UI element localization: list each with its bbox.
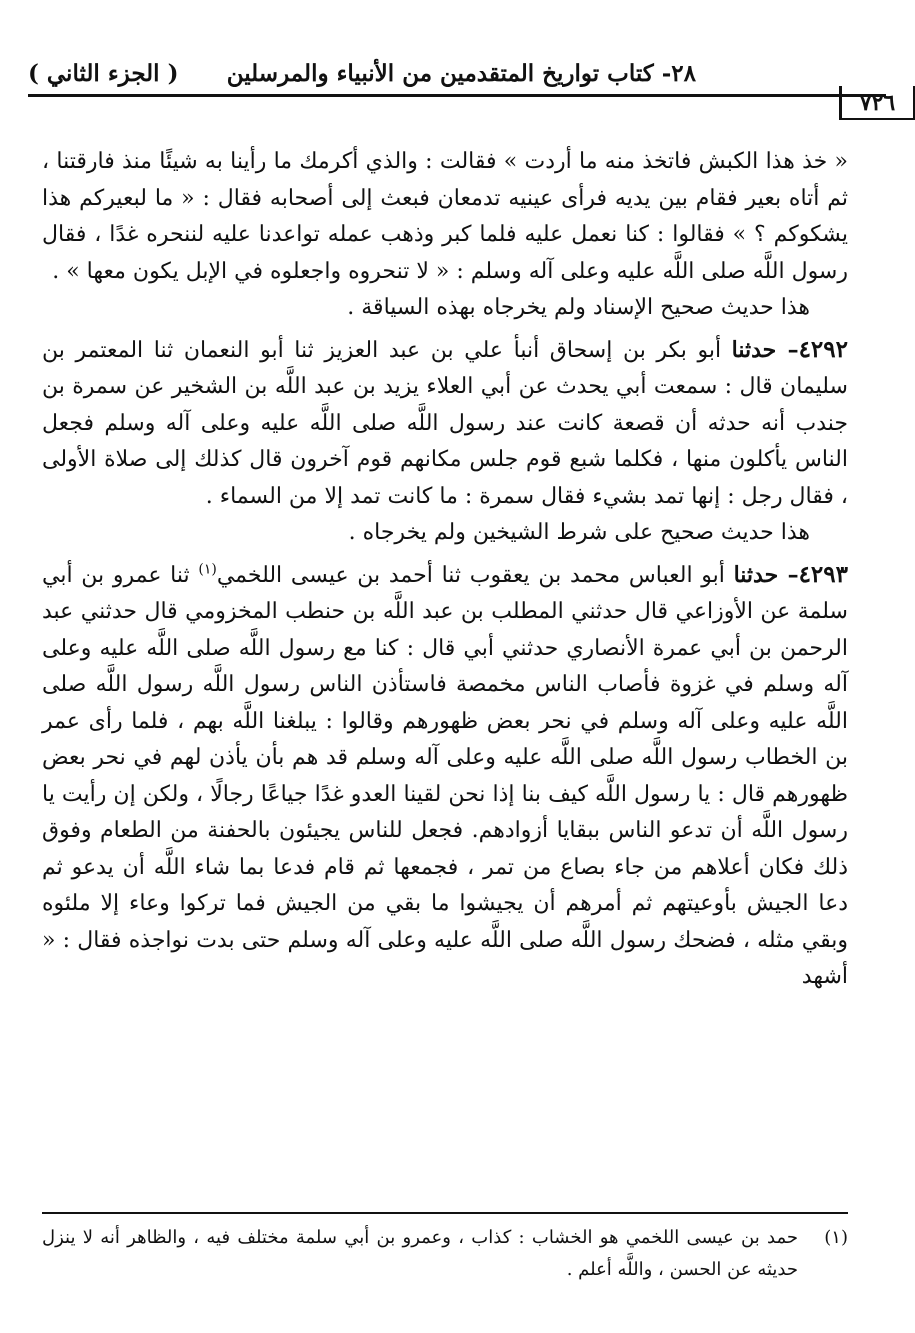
header-rule <box>28 94 886 97</box>
running-header <box>28 56 886 96</box>
footnote-reference[interactable]: (١) <box>198 561 217 578</box>
main-text <box>42 144 848 996</box>
footnotes <box>42 1222 848 1286</box>
hadith-text: أبو العباس محمد بن يعقوب ثنا أحمد بن عيسى اللخمي <box>216 562 734 588</box>
hadith-lead: – حدثنا <box>731 336 799 363</box>
hadith-4292 <box>42 332 848 516</box>
running-title: ٢٨- كتاب تواريخ المتقدمين من الأنبياء والمرسلين <box>226 60 696 87</box>
footnote-rule <box>42 1212 848 1214</box>
hadith-lead: – حدثنا <box>733 561 799 588</box>
volume-label: ( الجزء الثاني ) <box>28 60 179 87</box>
grading-note: هذا حديث صحيح على شرط الشيخين ولم يخرجاه . <box>348 520 810 545</box>
hadith-number: ٤٢٩٣ <box>798 560 848 588</box>
hadith-4293 <box>42 557 848 996</box>
hadith-text: أبو بكر بن إسحاق أنبأ علي بن عبد العزيز ثنا أبو النعمان ثنا المعتمر بن سليمان قال : سمعت أبي يحدث عن أبي العلاء يزيد بن عبد اللَّه بن الشخير عن سمرة بن جندب أنه حدثه أن قصعة كانت عند رسول اللَّه صلى اللَّه عليه وعلى آله وسلم فجعل الناس يأكلون منها ، فكلما شبع قوم جلس مكانهم قوم آخرون قال كذلك إلى صلاة الأولى ، فقال رجل : إنها تمد بشيء فقال سمرة : ما كانت تمد إلا من السماء . <box>42 337 848 509</box>
hadith-text: ثنا عمرو بن أبي سلمة عن الأوزاعي قال حدثني المطلب بن عبد اللَّه بن حنطب المخزومي قال حدثني عبد الرحمن بن أبي عمرة الأنصاري حدثني أبي قال : كنا مع رسول اللَّه صلى اللَّه عليه وعلى آله وسلم في غزوة فأصاب الناس مخمصة فاستأذن الناس رسول اللَّه رسول اللَّه صلى اللَّه عليه وعلى آله وسلم في نحر بعض ظهورهم وقالوا : يبلغنا اللَّه بهم ، فلما رأى عمر بن الخطاب رسول اللَّه صلى اللَّه عليه وعلى آله وسلم قد هم بأن يأذن لهم في نحر بعض ظهورهم قال : يا رسول اللَّه كيف بنا إذا نحن لقينا العدو غدًا جياعًا رجالًا ، ولكن إن رأيت يا رسول اللَّه أن تدعو الناس ببقايا أزوادهم. فجعل للناس يجيئون بالحفنة من الطعام وفوق ذلك فكان أعلاهم من جاء بصاع من تمر ، فجمعها ثم قام فدعا بما شاء اللَّه أن يدعو ثم دعا الجيش بأوعيتهم ثم أمرهم أن يجيشوا ما بقي من الجيش فما تركوا وعاء إلا ملئوه وبقي مثله ، فضحك رسول اللَّه صلى اللَّه عليه وعلى آله وسلم حتى بدت نواجذه فقال : « أشهد <box>42 562 848 989</box>
footnote-marker: (١) <box>824 1227 848 1248</box>
footnote-text: حمد بن عيسى اللخمي هو الخشاب : كذاب ، وعمرو بن أبي سلمة مختلف فيه ، والظاهر أنه لا ينزل حديثه عن الحسن ، واللَّه أعلم . <box>42 1227 798 1280</box>
paragraph-continuation: « خذ هذا الكبش فاتخذ منه ما أردت » فقالت : والذي أكرمك ما رأينا به شيئًا منذ فارقتنا ، ثم أتاه بعير فقام بين يديه فرأى عينيه تدمعان فبعث إلى أصحابه فقال : « ما لبعيركم هذا يشكوكم ؟ » فقالوا : كنا نعمل عليه فلما كبر وذهب عمله تواعدنا عليه لننحره غدًا ، فقال رسول اللَّه صلى اللَّه عليه وعلى آله وسلم : « لا تنحروه واجعلوه في الإبل يكون معها » . <box>42 149 848 284</box>
page-number: ٧٢٦ <box>839 86 915 120</box>
grading-note: هذا حديث صحيح الإسناد ولم يخرجاه بهذه السياقة . <box>347 295 810 320</box>
footnote <box>42 1222 848 1286</box>
hadith-number: ٤٢٩٢ <box>798 335 848 363</box>
